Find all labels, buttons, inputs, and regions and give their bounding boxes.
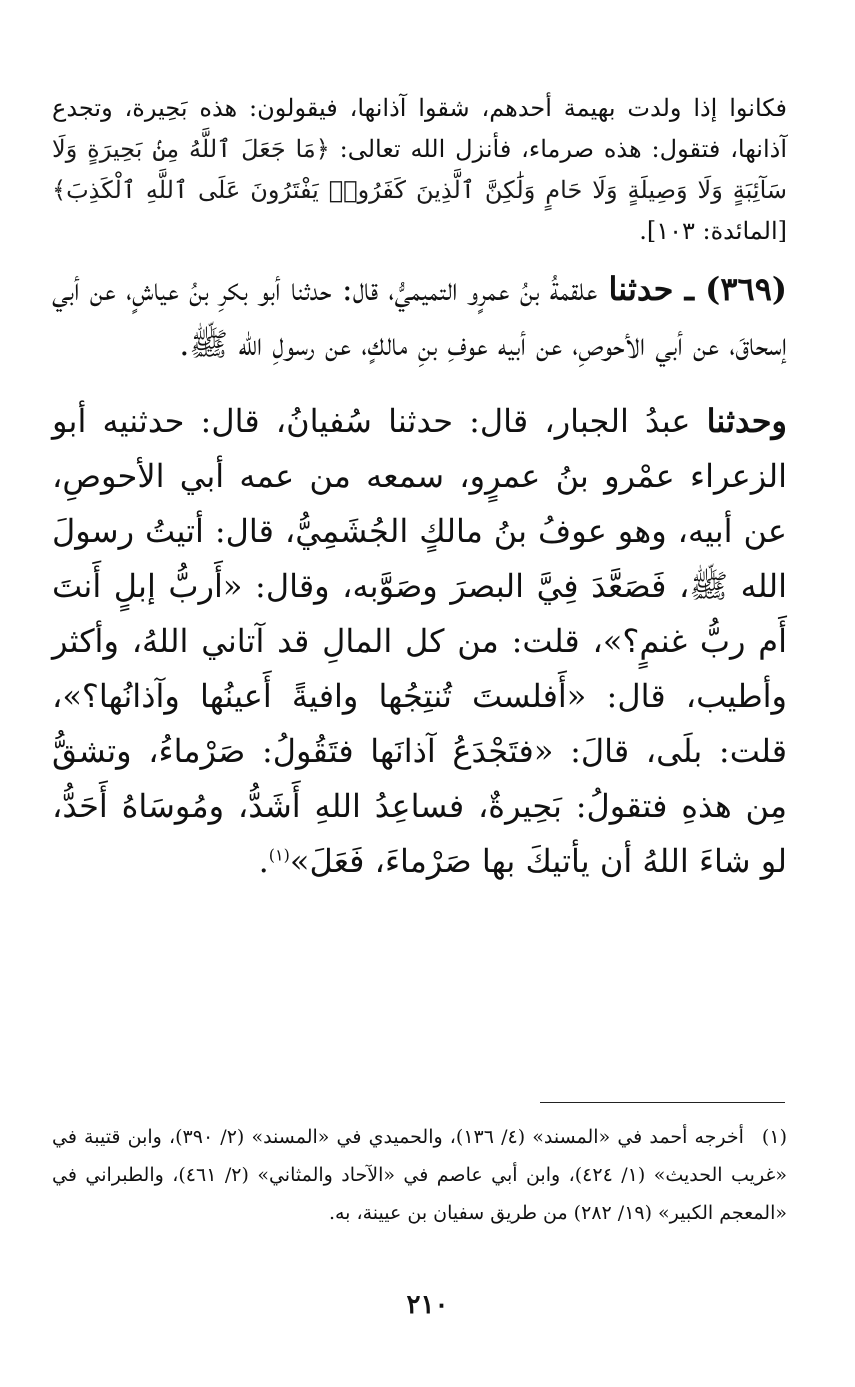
hadith-end: . — [258, 842, 269, 880]
hadith-lead-1: حدثنا — [597, 270, 685, 308]
hadith-text-1: علقمةُ بنُ عمرٍو التميميُّ، قال: حدثنا أبو بكرِ بنُ عياشٍ، عن أبي إسحاقَ، عن أبي الأحوصِ، عن أبيه عوفِ بنِ مالكٍ، عن رسولِ الله ﷺ. — [52, 270, 787, 363]
hadith-lead-2: وحدثنا — [706, 402, 787, 440]
hadith-paragraph-1 — [52, 262, 787, 372]
hadith-paragraph-2 — [52, 394, 787, 889]
footnote-mark: (١) — [761, 1126, 787, 1148]
intro-paragraph — [52, 88, 787, 252]
page-number: ٢١٠ — [406, 1290, 449, 1320]
intro-text: فكانوا إذا ولدت بهيمة أحدهم، شقوا آذانها، فيقولون: هذه بَحِيرة، وتجدع آذانها، فتقول: هذه صرماء، فأنزل الله تعالى: — [52, 94, 788, 163]
verse-reference: [المائدة: ١٠٣]. — [639, 217, 787, 245]
footnote — [52, 1118, 787, 1232]
footnote-text: أخرجه أحمد في «المسند» (٤/ ١٣٦)، والحميدي في «المسند» (٢/ ٣٩٠)، وابن قتيبة في «غريب الحديث» (١/ ٤٢٤)، وابن أبي عاصم في «الآحاد والمثاني» (٢/ ٤٦١)، والطبراني في «المعجم الكبير» (١٩/ ٢٨٢) من طريق سفيان بن عيينة، به. — [52, 1126, 787, 1224]
hadith-text-2: عبدُ الجبار، قال: حدثنا سُفيانُ، قال: حدثنيه أبو الزعراء عمْرو بنُ عمرٍو، سمعه من عمه أبي الأحوصِ، عن أبيه، وهو عوفُ بنُ مالكٍ الجُشَمِيُّ، قال: أتيتُ رسولَ الله ﷺ، فَصَعَّدَ فِيَّ البصرَ وصَوَّبه، وقال: «أَربُّ إبلٍ أَنتَ أَم ربُّ غنمٍ؟»، قلت: من كل المالِ قد آتاني اللهُ، وأكثر وأطيب، قال: «أَفلستَ تُنتِجُها وافيةً أَعينُها وآذانُها؟»، قلت: بلَى، قالَ: «فتَجْدَعُ آذانَها فتَقُولُ: صَرْماءُ، وتشقُّ مِن هذهِ فتقولُ: بَحِيرةٌ، فساعِدُ اللهِ أَشَدُّ، ومُوسَاهُ أَحَدُّ، لو شاءَ اللهُ أن يأتيكَ بها صَرْماءَ، فَعَلَ» — [52, 402, 788, 880]
footnote-reference[interactable]: (١) — [268, 845, 290, 865]
footnote-divider — [540, 1102, 785, 1103]
quran-verse: ﴿مَا جَعَلَ ٱللَّهُ مِنۢ بَحِيرَةٍ وَلَا سَآئِبَةٍ وَلَا وَصِيلَةٍ وَلَا حَامٍ وَلَٰكِنَّ ٱلَّذِينَ كَفَرُوا۟ يَفْتَرُونَ عَلَى ٱللَّهِ ٱلْكَذِبَ﴾ — [52, 135, 788, 204]
hadith-number: (٣٦٩) ـ — [684, 270, 788, 308]
